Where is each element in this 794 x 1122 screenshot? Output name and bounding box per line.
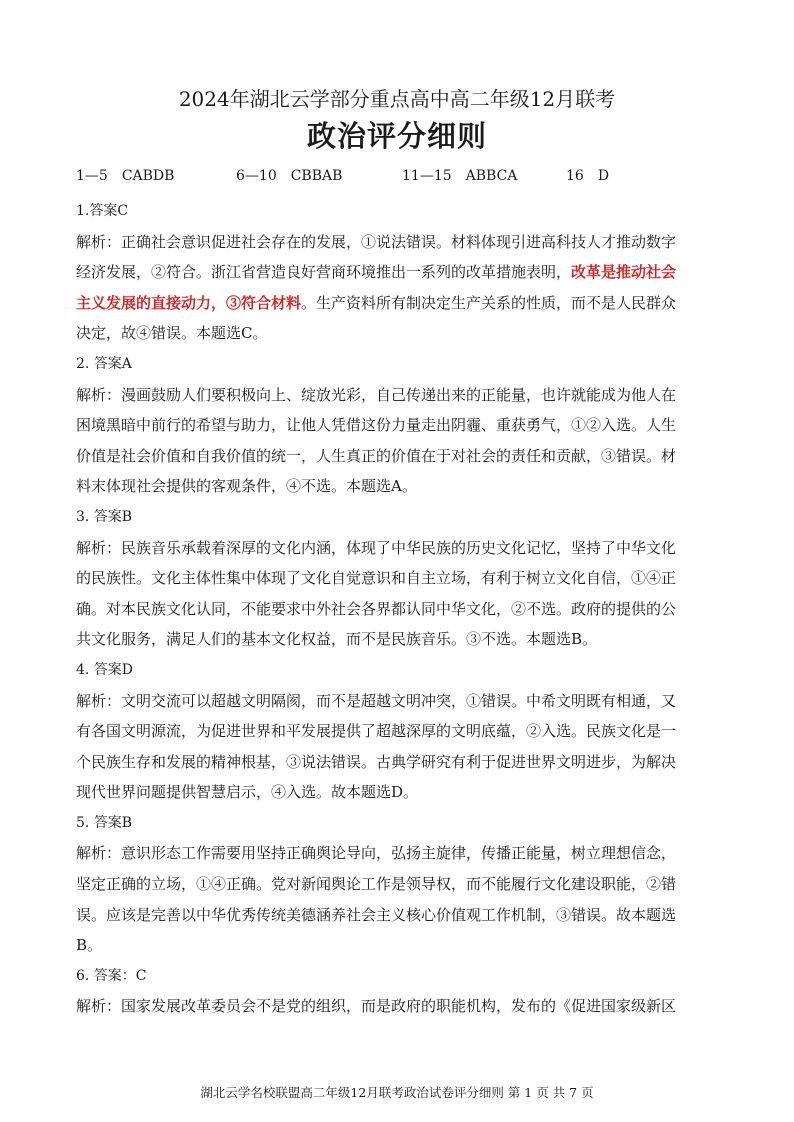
q3-answer-heading: 3. 答案B (76, 508, 133, 525)
answer-key-group: 11—15 ABBCA (402, 168, 518, 184)
q1-answer-heading: 1.答案C (76, 203, 129, 219)
q4-explanation-line: 现代世界问题提供智慧启示，④入选。故本题选D。 (76, 783, 419, 802)
q2-explanation-line: 价值是社会价值和自我价值的统一，人生真正的价值在于对社会的责任和贡献，③错误。材 (76, 446, 677, 465)
q1-explanation-line: 决定，故④错误。本题选C。 (76, 324, 268, 343)
q1-explanation-line (76, 257, 724, 288)
answer-key-group: 6—10 CBBAB (236, 168, 343, 184)
highlighted-text: 改革是推动社会 (571, 263, 677, 282)
q3-explanation-line: 的民族性。文化主体性集中体现了文化自觉意识和自主立场，有利于树立文化自信，①④正 (76, 569, 677, 588)
q5-answer-heading: 5. 答案B (76, 814, 133, 831)
page-footer: 湖北云学名校联盟高二年级12月联考政治试卷评分细则 第 1 页 共 7 页 (200, 1085, 594, 1100)
explanation-text: 。生产资料所有制决定生产关系的性质，而不是人民群众 (301, 293, 677, 312)
exam-title: 2024年湖北云学部分重点高中高二年级12月联考 (178, 87, 616, 111)
answer-key-group: 1—5 CABDB (76, 168, 175, 184)
answer-explanations (76, 196, 724, 1022)
answer-key-group: 16 D (566, 168, 610, 184)
q5-explanation-line: B。 (76, 936, 103, 955)
q4-explanation-line: 有各国文明源流，为促进世界和平发展提供了超越深厚的文明底蕴，②入选。民族文化是一 (76, 722, 677, 741)
q2-answer-heading: 2. 答案A (76, 355, 132, 372)
q6-explanation-line: 解析：国家发展改革委员会不是党的组织，而是政府的职能机构，发布的《促进国家级新区 (76, 997, 677, 1016)
q5-explanation-line: 坚定正确的立场，①④正确。党对新闻舆论工作是领导权，而不能履行文化建设职能，②错 (76, 875, 677, 894)
document-title: 政治评分细则 (306, 119, 487, 153)
q5-explanation-line: 误。应该是完善以中华优秀传统美德涵养社会主义核心价值观工作机制，③错误。故本题选 (76, 905, 677, 924)
q1-explanation-line (76, 288, 724, 319)
q4-explanation-line: 个民族生存和发展的精神根基，③说法错误。古典学研究有利于促进世界文明进步，为解决 (76, 752, 677, 771)
q4-answer-heading: 4. 答案D (76, 661, 134, 678)
q6-answer-heading: 6. 答案：C (76, 967, 147, 984)
q5-explanation-line: 解析：意识形态工作需要用坚持正确舆论导向，弘扬主旋律，传播正能量，树立理想信念， (76, 844, 677, 863)
q3-explanation-line: 确。对本民族文化认同，不能要求中外社会各界都认同中华文化，②不选。政府的提供的公 (76, 599, 677, 618)
q1-explanation-line: 解析：正确社会意识促进社会存在的发展，①说法错误。材料体现引进高科技人才推动数字 (76, 232, 677, 251)
q4-explanation-line: 解析：文明交流可以超越文明隔阂，而不是超越文明冲突，①错误。中希文明既有相通，又 (76, 691, 677, 710)
highlighted-text: 主义发展的直接动力，③符合材料 (76, 293, 302, 312)
explanation-text: 经济发展，②符合。浙江省营造良好营商环境推出一系列的改革措施表明， (76, 263, 572, 282)
q3-explanation-line: 解析：民族音乐承载着深厚的文化内涵，体现了中华民族的历史文化记忆，坚持了中华文化 (76, 538, 677, 557)
q2-explanation-line: 料末体现社会提供的客观条件，④不选。本题选A。 (76, 477, 417, 496)
q2-explanation-line: 解析：漫画鼓励人们要积极向上、绽放光彩，自己传递出来的正能量，也许就能成为他人在 (76, 385, 677, 404)
q3-explanation-line: 共文化服务，满足人们的基本文化权益，而不是民族音乐。③不选。本题选B。 (76, 630, 598, 649)
q2-explanation-line: 困境黑暗中前行的希望与助力，让他人凭借这份力量走出阴霾、重获勇气，①②入选。人生 (76, 416, 677, 435)
